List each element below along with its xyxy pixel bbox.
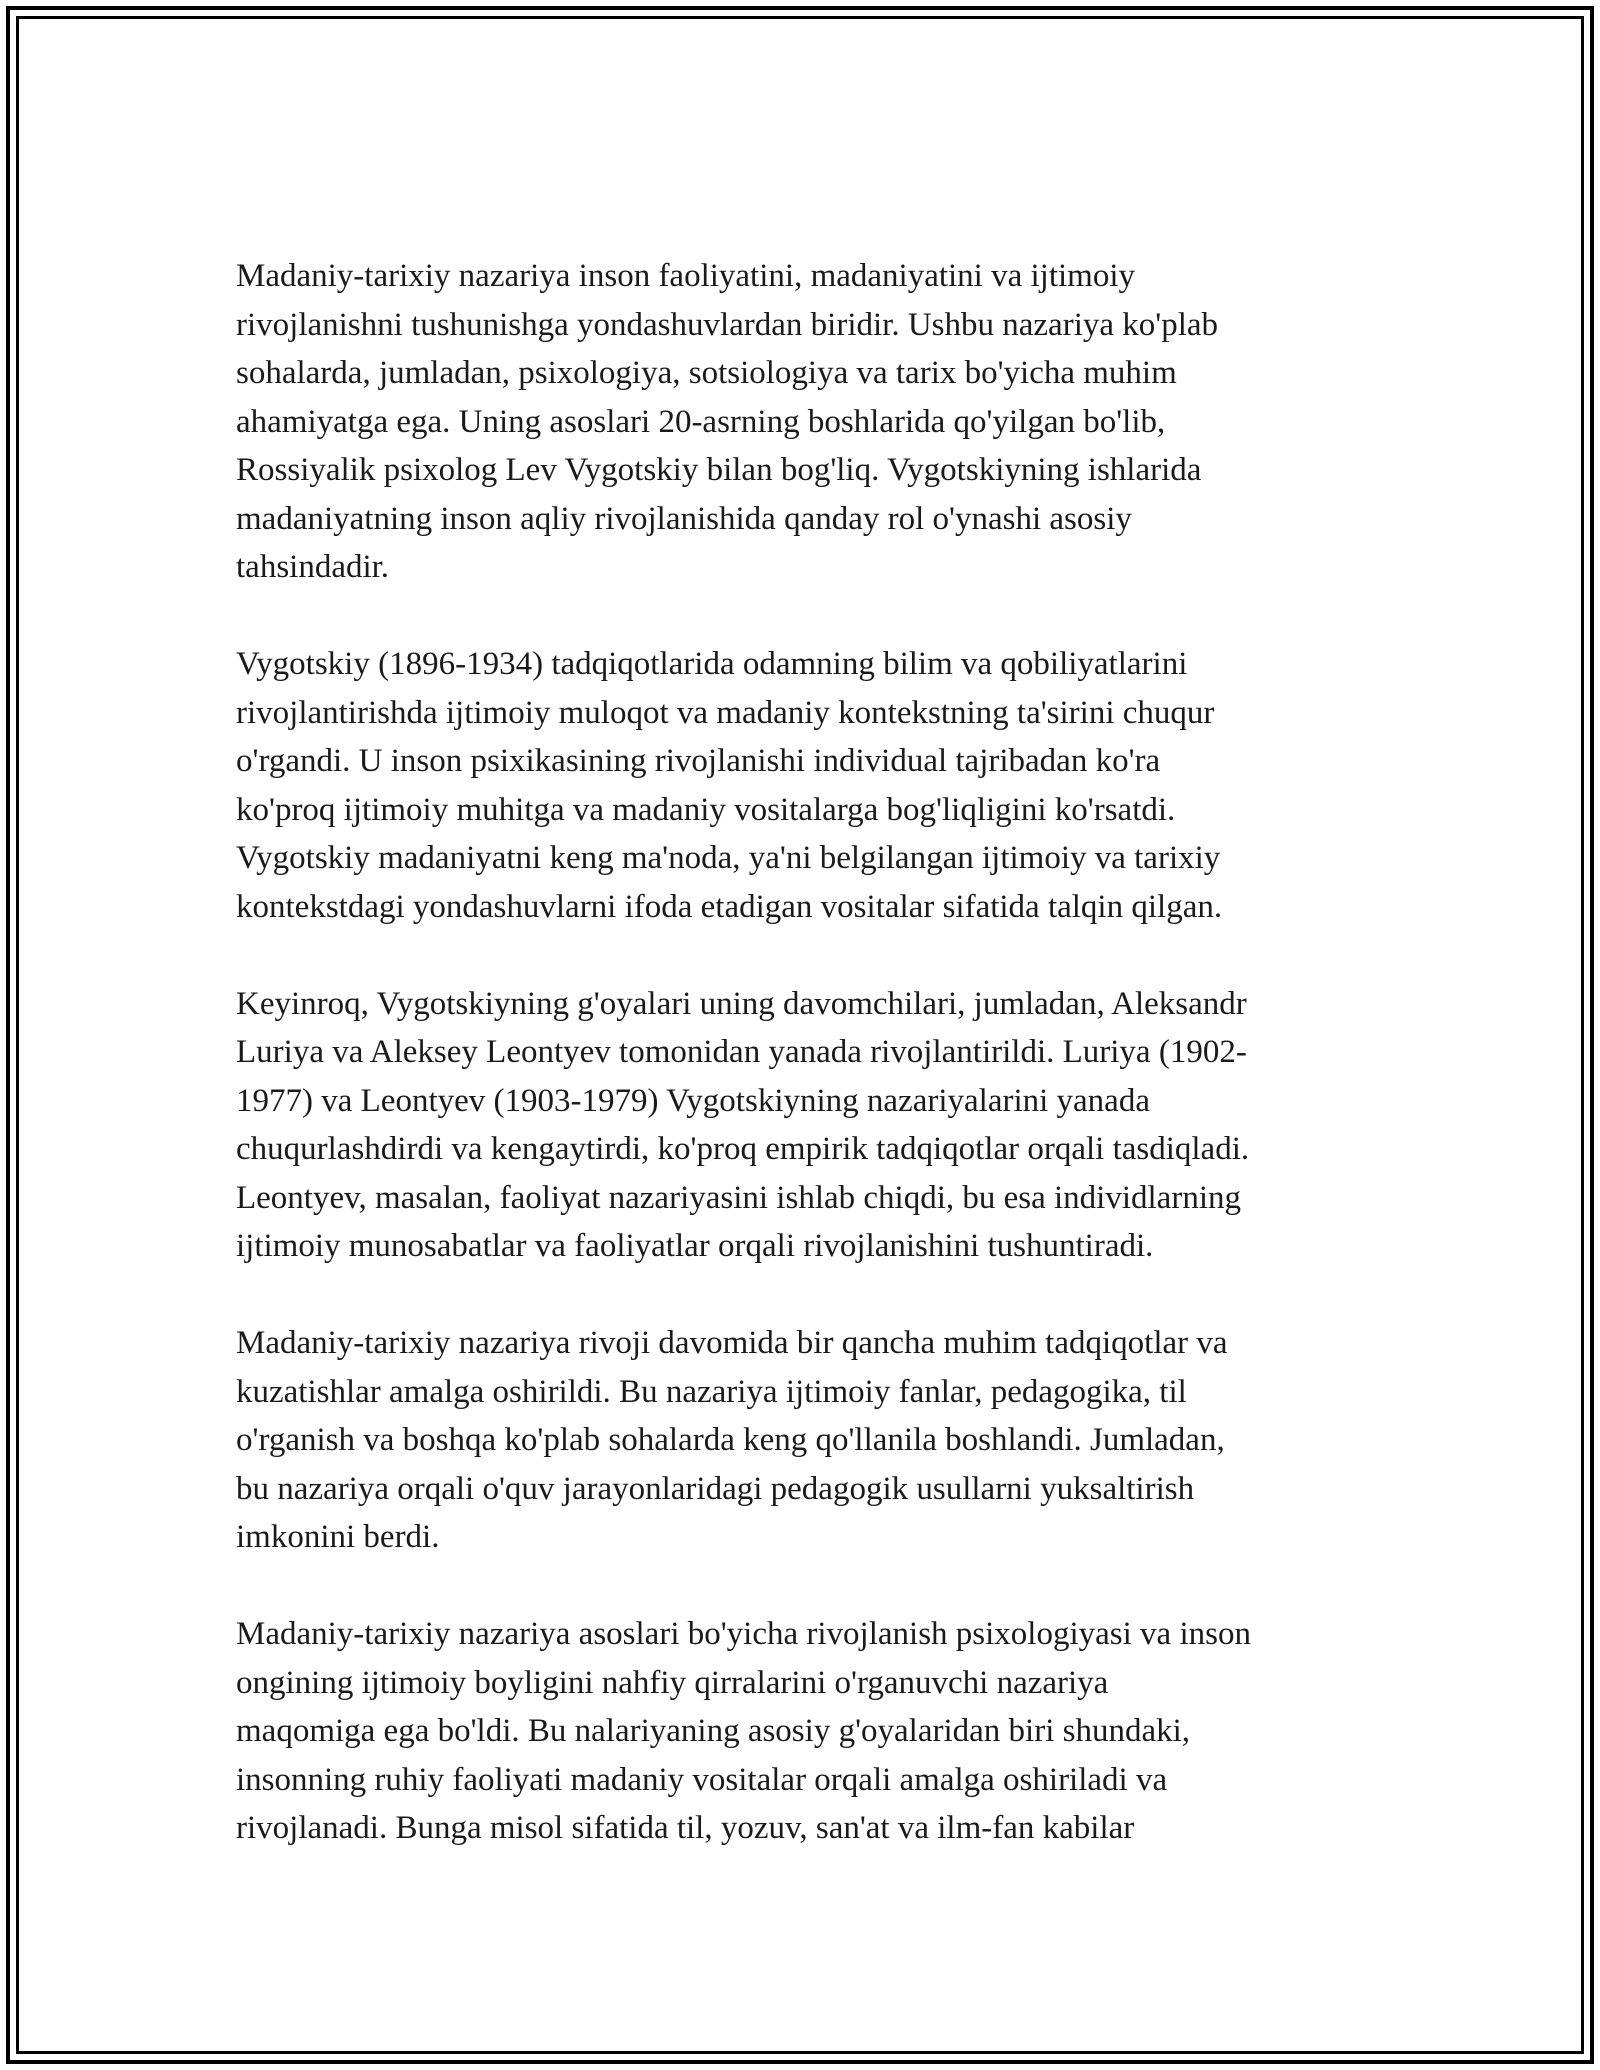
paragraph-2: Vygotskiy (1896-1934) tadqiqotlarida odamning bilim va qobiliyatlarini rivojlantirishda ijtimoiy muloqot va madaniy kontekstning ta'sirini chuqur o'rgandi. U inson psixikasining rivojlanishi individual tajribadan ko'ra ko'proq ijtimoiy muhitga va madaniy vositalarga bog'liqligini ko'rsatdi. Vygotskiy madaniyatni keng ma'noda, ya'ni belgilangan ijtimoiy va tarixiy kontekstdagi yondashuvlarni ifoda etadigan vositalar sifatida talqin qilgan. (236, 646, 1223, 925)
paragraph-1: Madaniy-tarixiy nazariya inson faoliyatini, madaniyatini va ijtimoiy rivojlanishni tushunishga yondashuvlardan biridir. Ushbu nazariya ko'plab sohalarda, jumladan, psixologiya, sotsiologiya va tarix bo'yicha muhim ahamiyatga ega. Uning asoslari 20-asrning boshlarida qo'yilgan bo'lib, Rossiyalik psixolog Lev Vygotskiy bilan bog'liq. Vygotskiyning ishlarida madaniyatning inson aqliy rivojlanishida qanday rol o'ynashi asosiy tahsindadir. (236, 258, 1219, 585)
document-body (236, 252, 1366, 1901)
paragraph-4: Madaniy-tarixiy nazariya rivoji davomida bir qancha muhim tadqiqotlar va kuzatishlar amalga oshirildi. Bu nazariya ijtimoiy fanlar, pedagogika, til o'rganish va boshqa ko'plab sohalarda keng qo'llanila boshlandi. Jumladan, bu nazariya orqali o'quv jarayonlaridagi pedagogik usullarni yuksaltirish imkonini berdi. (236, 1325, 1228, 1555)
paragraph-3: Keyinroq, Vygotskiyning g'oyalari uning davomchilari, jumladan, Aleksandr Luriya va Aleksey Leontyev tomonidan yanada rivojlantirildi. Luriya (1902- 1977) va Leontyev (1903-1979) Vygotskiyning nazariyalarini yanada chuqurlashdirdi va kengaytirdi, ko'proq empirik tadqiqotlar orqali tasdiqladi. Leontyev, masalan, faoliyat nazariyasini ishlab chiqdi, bu esa individlarning ijtimoiy munosabatlar va faoliyatlar orqali rivojlanishini tushuntiradi. (236, 985, 1250, 1264)
paragraph-5: Madaniy-tarixiy nazariya asoslari bo'yicha rivojlanish psixologiyasi va inson ongining ijtimoiy boyligini nahfiy qirralarini o'rganuvchi nazariya maqomiga ega bo'ldi. Bu nalariyaning asosiy g'oyalaridan biri shundaki, insonning ruhiy faoliyati madaniy vositalar orqali amalga oshiriladi va rivojlanadi. Bunga misol sifatida til, yozuv, san'at va ilm-fan kabilar (236, 1616, 1251, 1846)
